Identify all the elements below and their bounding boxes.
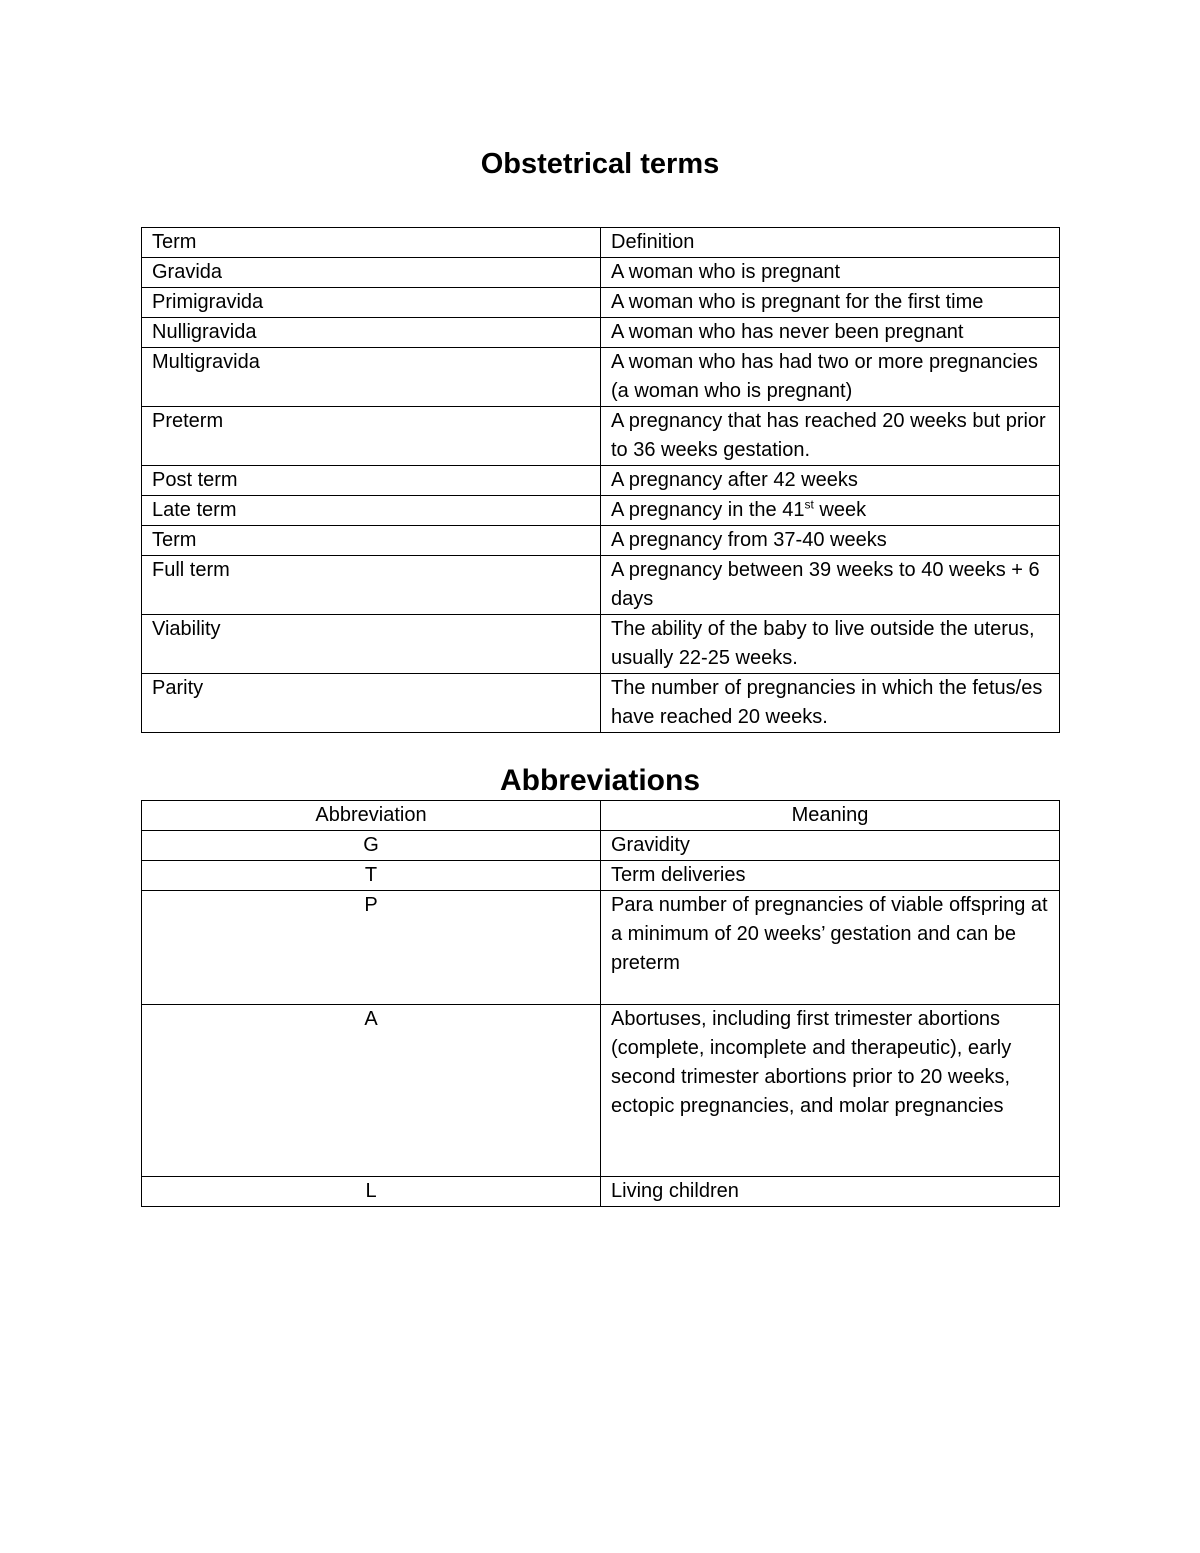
header-meaning: Meaning: [601, 801, 1060, 831]
term-cell: Late term: [142, 496, 601, 526]
definition-cell: The number of pregnancies in which the fetus/es have reached 20 weeks.: [601, 674, 1060, 733]
definition-text: A pregnancy in the 41: [611, 499, 805, 521]
meaning-cell: Living children: [601, 1177, 1060, 1207]
term-cell: Multigravida: [142, 348, 601, 407]
definition-cell: [601, 496, 1060, 526]
term-cell: Term: [142, 526, 601, 556]
meaning-cell: Para number of pregnancies of viable offspring at a minimum of 20 weeks’ gestation and can be preterm: [601, 891, 1060, 1005]
table-row: [142, 318, 1060, 348]
term-cell: Gravida: [142, 258, 601, 288]
table-row: [142, 891, 1060, 1005]
definition-cell: A pregnancy after 42 weeks: [601, 466, 1060, 496]
table-row: [142, 674, 1060, 733]
abbreviation-cell: P: [142, 891, 601, 1005]
definition-cell: A woman who has never been pregnant: [601, 318, 1060, 348]
term-cell: Viability: [142, 615, 601, 674]
term-cell: Nulligravida: [142, 318, 601, 348]
section-title-abbreviations: Abbreviations: [499, 764, 701, 797]
page-title: Obstetrical terms: [480, 148, 720, 180]
table-row: [142, 831, 1060, 861]
header-abbreviation: Abbreviation: [142, 801, 601, 831]
definition-cell: A woman who is pregnant for the first time: [601, 288, 1060, 318]
definition-cell: A pregnancy from 37-40 weeks: [601, 526, 1060, 556]
abbreviation-cell: G: [142, 831, 601, 861]
table-row: [142, 1177, 1060, 1207]
term-cell: Full term: [142, 556, 601, 615]
meaning-cell: Term deliveries: [601, 861, 1060, 891]
definition-cell: A woman who is pregnant: [601, 258, 1060, 288]
table-row: [142, 556, 1060, 615]
table-row: [142, 466, 1060, 496]
abbreviations-table: [141, 800, 1060, 1207]
abbreviation-cell: L: [142, 1177, 601, 1207]
definition-cell: A pregnancy between 39 weeks to 40 weeks + 6 days: [601, 556, 1060, 615]
meaning-cell: Gravidity: [601, 831, 1060, 861]
table-row: [142, 1005, 1060, 1177]
header-definition: Definition: [601, 228, 1060, 258]
table-header-row: [142, 228, 1060, 258]
table-header-row: [142, 801, 1060, 831]
term-cell: Preterm: [142, 407, 601, 466]
table-row: [142, 615, 1060, 674]
definition-cell: A woman who has had two or more pregnancies (a woman who is pregnant): [601, 348, 1060, 407]
definition-cell: A pregnancy that has reached 20 weeks but prior to 36 weeks gestation.: [601, 407, 1060, 466]
header-term: Term: [142, 228, 601, 258]
table-row: [142, 861, 1060, 891]
term-cell: Primigravida: [142, 288, 601, 318]
definition-cell: The ability of the baby to live outside the uterus, usually 22-25 weeks.: [601, 615, 1060, 674]
table-row: [142, 348, 1060, 407]
definition-text-end: week: [813, 499, 867, 521]
terms-table: [141, 227, 1060, 733]
abbreviation-cell: T: [142, 861, 601, 891]
table-row: [142, 407, 1060, 466]
abbreviation-cell: A: [142, 1005, 601, 1177]
table-row: [142, 496, 1060, 526]
term-cell: Post term: [142, 466, 601, 496]
table-row: [142, 258, 1060, 288]
table-row: [142, 288, 1060, 318]
term-cell: Parity: [142, 674, 601, 733]
table-row: [142, 526, 1060, 556]
meaning-cell: Abortuses, including first trimester abortions (complete, incomplete and therapeutic), early second trimester abortions prior to 20 weeks, ectopic pregnancies, and molar pregnancies: [601, 1005, 1060, 1177]
ordinal-suffix: st: [804, 497, 814, 512]
